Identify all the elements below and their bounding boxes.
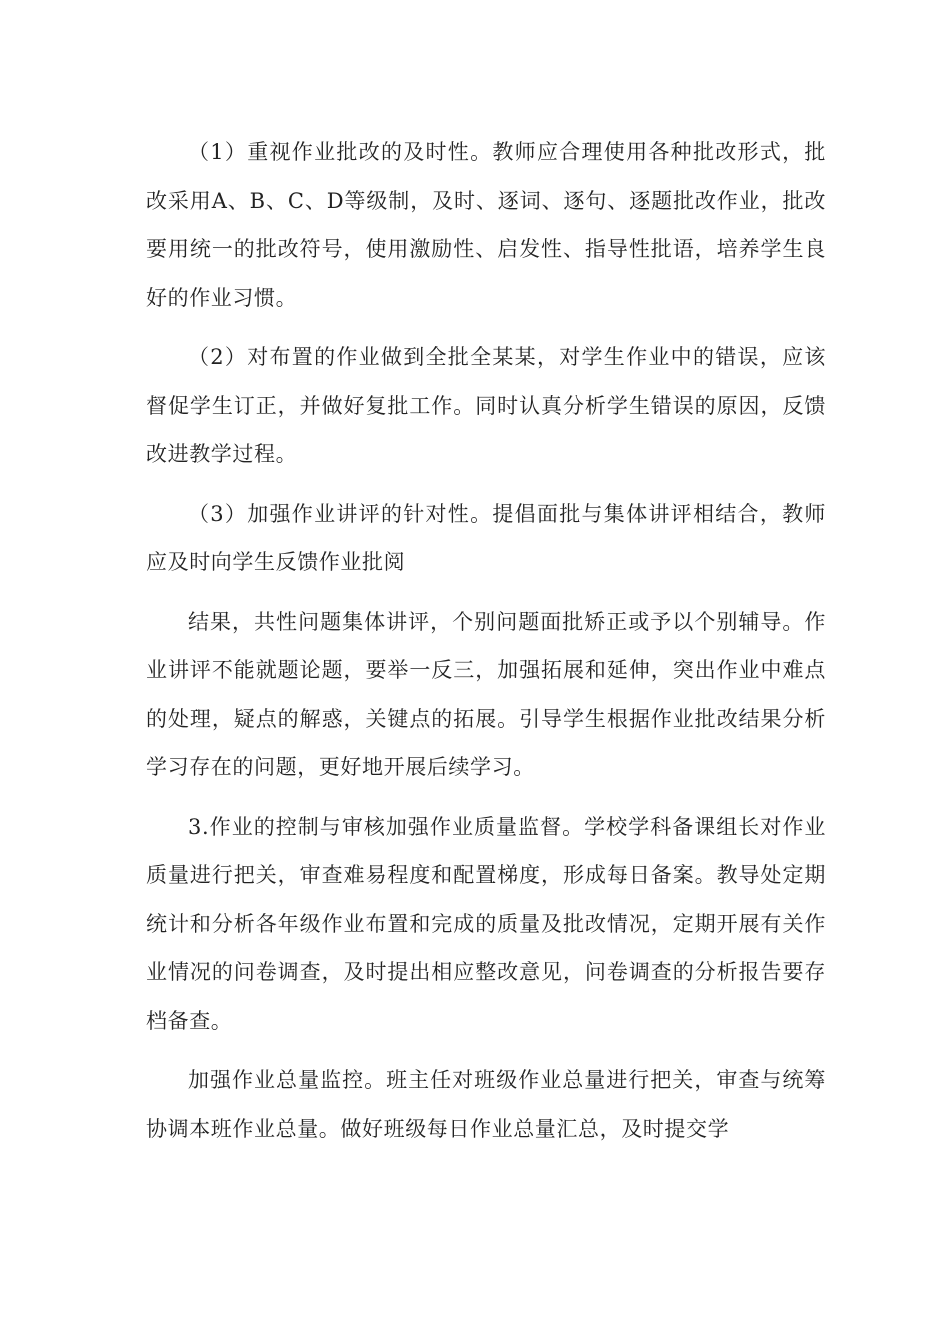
paragraph-full-grading: （2）对布置的作业做到全批全某某，对学生作业中的错误，应该督促学生订正，并做好复批工作。同时认真分析学生错误的原因，反馈改进教学过程。	[146, 345, 826, 466]
paragraph-total-monitoring: 加强作业总量监控。班主任对班级作业总量进行把关，审查与统筹协调本班作业总量。做好班级每日作业总量汇总，及时提交学	[146, 1068, 826, 1141]
paragraph-quality-control: 3.作业的控制与审核加强作业质量监督。学校学科备课组长对作业质量进行把关，审查难易程度和配置梯度，形成每日备案。教导处定期统计和分析各年级作业布置和完成的质量及批改情况，定期开展有关作业情况的问卷调查，及时提出相应整改意见，问卷调查的分析报告要存档备查。	[146, 814, 826, 1033]
paragraph-grading-timeliness: （1）重视作业批改的及时性。教师应合理使用各种批改形式，批改采用A、B、C、D等级制，及时、逐词、逐句、逐题批改作业，批改要用统一的批改符号，使用激励性、启发性、指导性批语，培养学生良好的作业习惯。	[146, 140, 826, 310]
paragraph-review-targeting: （3）加强作业讲评的针对性。提倡面批与集体讲评相结合，教师应及时向学生反馈作业批阅	[146, 501, 826, 574]
paragraph-review-results: 结果，共性问题集体讲评，个别问题面批矫正或予以个别辅导。作业讲评不能就题论题，要举一反三，加强拓展和延伸，突出作业中难点的处理，疑点的解惑，关键点的拓展。引导学生根据作业批改结果分析学习存在的问题，更好地开展后续学习。	[146, 609, 826, 779]
document-body	[146, 128, 826, 1164]
